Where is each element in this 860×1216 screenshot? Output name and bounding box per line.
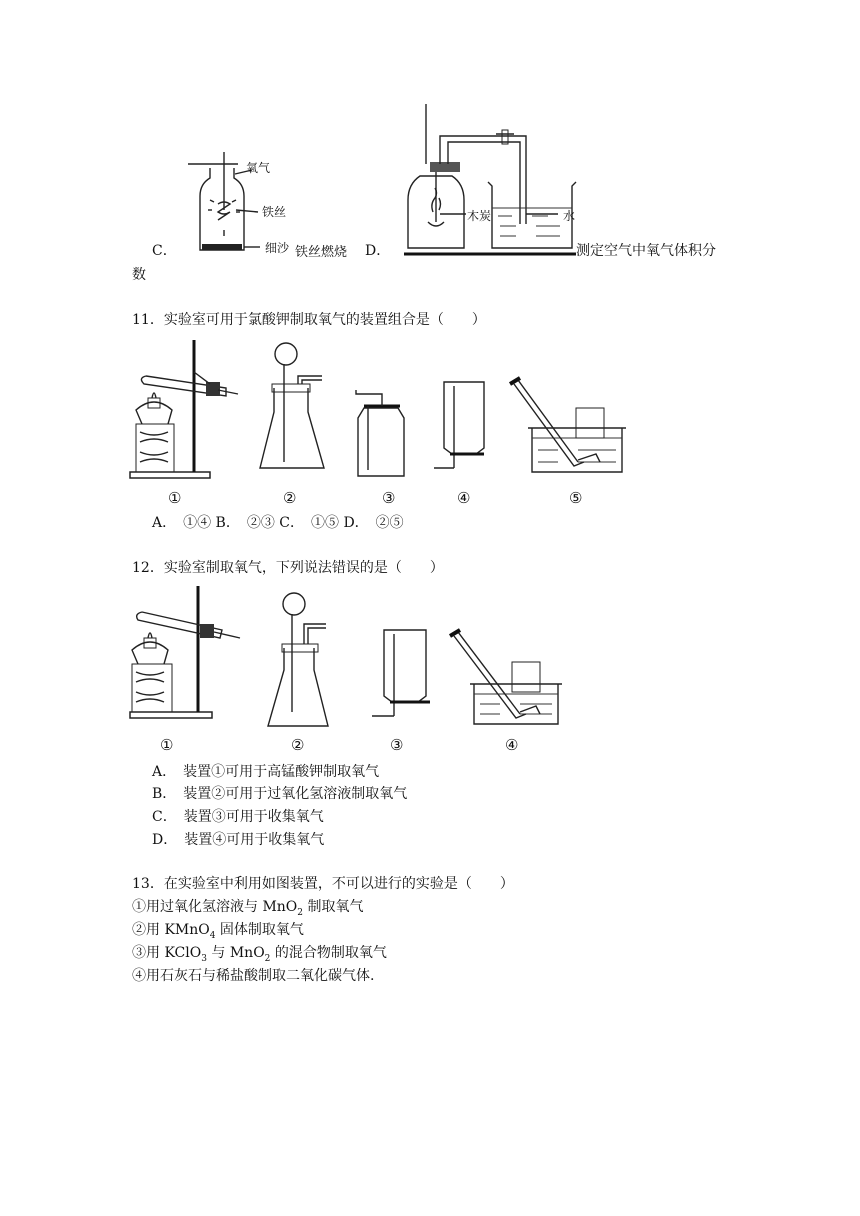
q12-option-c: C． 装置③可用于收集氧气: [152, 809, 324, 825]
charcoal-label: 木炭: [467, 209, 492, 223]
q12-option-b: B． 装置②可用于过氧化氢溶液制取氧气: [152, 786, 408, 802]
q11-water-trough: [510, 378, 626, 472]
q10-option-d-caption: 测定空气中氧气体积分: [576, 243, 716, 259]
q12-fig-label-3: ③: [390, 736, 404, 754]
q11-fig-label-5: ⑤: [569, 489, 583, 507]
q13-item-4: ④用石灰石与稀盐酸制取二氧化碳气体.: [132, 968, 375, 984]
q12-inverted-bottle: [372, 630, 430, 716]
q10-option-d: D．: [365, 243, 391, 259]
q11-gas-bottle: [356, 390, 404, 476]
q11-fig-label-1: ①: [168, 489, 182, 507]
q12-fig-label-2: ②: [291, 736, 305, 754]
q13-item-3: ③用 KClO$_3$ 与 MnO$_2$ 的混合物制取氧气: [132, 945, 387, 964]
q11-fig-label-3: ③: [382, 489, 396, 507]
q11-options: A． ①④ B． ②③ C． ①⑤ D． ②⑤: [152, 515, 404, 531]
q13-stem: 13．在实验室中利用如图装置，不可以进行的实验是（ ）: [132, 876, 514, 892]
sand-label: 细沙: [265, 241, 290, 255]
water-label: 水: [563, 209, 576, 223]
q12-option-d: D． 装置④可用于收集氧气: [152, 832, 325, 848]
oxygen-label: 氧气: [246, 161, 271, 175]
q11-apparatus-figure: [128, 336, 638, 484]
q12-water-trough: [450, 630, 562, 724]
iron-wire-label: 铁丝: [262, 205, 287, 219]
q11-fig-label-2: ②: [283, 489, 297, 507]
q12-apparatus-figure: [128, 584, 568, 730]
q12-heating-apparatus: [130, 586, 240, 718]
q12-fig-label-4: ④: [505, 736, 519, 754]
q12-flask-apparatus: [268, 593, 328, 726]
oxygen-volume-apparatus-diagram: [400, 104, 580, 256]
q11-flask-apparatus: [260, 343, 324, 468]
q13-item-2: ②用 KMnO$_4$ 固体制取氧气: [132, 922, 304, 941]
q11-fig-label-4: ④: [457, 489, 471, 507]
q11-heating-apparatus: [130, 340, 238, 478]
q13-item-1: ①用过氧化氢溶液与 MnO$_2$ 制取氧气: [132, 899, 364, 918]
q10-option-d-caption-cont: 数: [132, 267, 146, 283]
q12-stem: 12．实验室制取氧气，下列说法错误的是（ ）: [132, 560, 444, 576]
q12-fig-label-1: ①: [160, 736, 174, 754]
q11-inverted-bottle: [434, 382, 484, 468]
q11-stem: 11．实验室可用于氯酸钾制取氧气的装置组合是（ ）: [132, 312, 486, 328]
q12-option-a: A． 装置①可用于高锰酸钾制取氧气: [152, 764, 380, 780]
q10-option-c: C．: [152, 243, 177, 259]
q10-option-c-caption: 铁丝燃烧: [295, 245, 348, 260]
